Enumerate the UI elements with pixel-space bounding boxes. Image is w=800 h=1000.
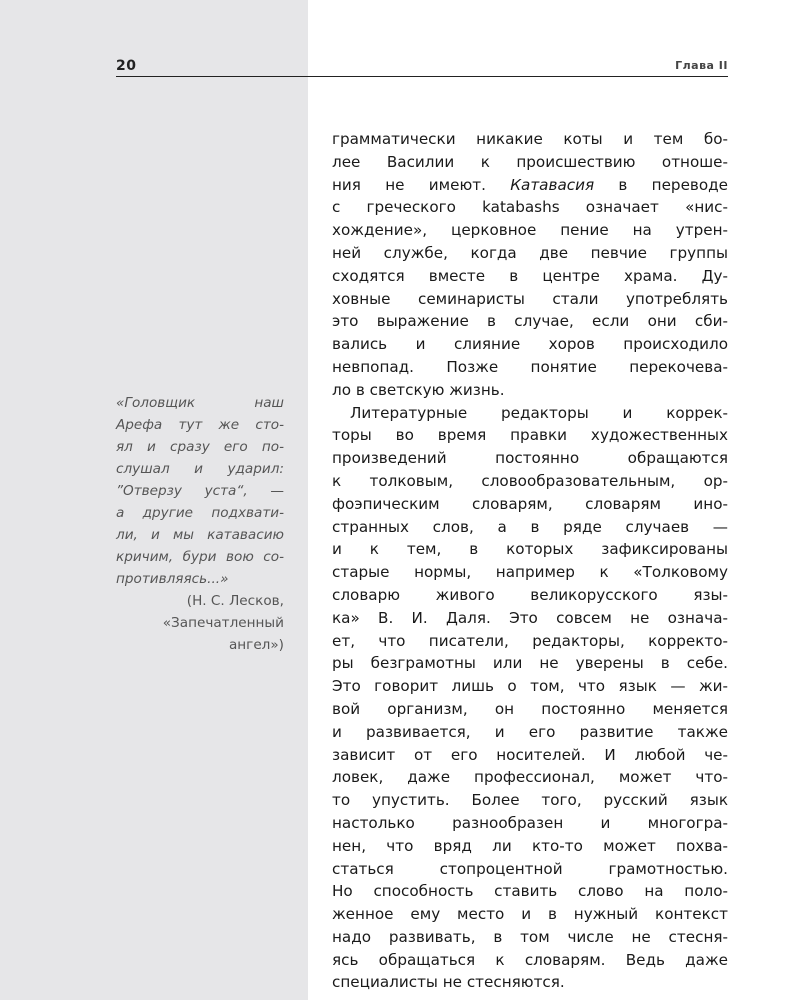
page-number: 20 [116, 58, 137, 74]
text-line: сходятся вместе в центре храма. Ду- [332, 266, 728, 285]
quote-line: а другие подхвати- [116, 505, 284, 521]
text-run: ния не имеют. [332, 175, 511, 194]
quote-line: ли, и мы катавасию [116, 527, 284, 543]
quote-line: «Головщик наш [116, 395, 284, 411]
text-line: старые нормы, например к «Толковому [332, 563, 728, 582]
quote-line: ”Отверзу уста“, — [116, 483, 284, 499]
text-line: фоэпическим словарям, словарям ино- [332, 494, 728, 513]
text-line: вой организм, он постоянно меняется [332, 699, 728, 718]
text-line: словарю живого великорусского язы- [332, 585, 728, 604]
text-line: ховные семинаристы стали употреблять [332, 289, 728, 308]
text-line: невпопад. Позже понятие перекочева- [332, 357, 728, 376]
running-head [116, 58, 728, 77]
text-line: специалисты не стесняются. [332, 973, 565, 992]
text-line: ней службе, когда две певчие группы [332, 243, 728, 262]
quote-source-line: (Н. С. Лесков, [186, 593, 284, 609]
text-line: ловек, даже профессионал, может что- [332, 768, 728, 787]
quote-line: противляясь...» [116, 571, 229, 587]
text-line: произведений постоянно обращаются [332, 449, 728, 468]
paragraph-1 [332, 128, 728, 402]
quote-line: ял и сразу его по- [116, 439, 284, 455]
quote-source-line: ангел») [228, 637, 284, 653]
text-line: надо развивать, в том числе не стесня- [332, 927, 728, 946]
text-line: торы во время правки художественных [332, 426, 728, 445]
text-line: и развивается, и его развитие также [332, 722, 728, 741]
quote-source-line: «Запечатленный [162, 615, 284, 631]
text-line: ло в светскую жизнь. [332, 380, 505, 399]
text-line: ры безграмотны или не уверены в себе. [332, 654, 728, 673]
text-line: ка» В. И. Даля. Это совсем не означа- [332, 608, 728, 627]
term-katavasia: Катавасия [510, 175, 595, 194]
text-line [332, 174, 728, 197]
text-line: странных слов, а в ряде случаев — [332, 517, 728, 536]
text-line: Но способность ставить слово на поло- [332, 882, 728, 901]
text-line: то упустить. Более того, русский язык [332, 791, 728, 810]
text-line: к толковым, словообразовательным, ор- [332, 471, 728, 490]
sidebar-quote [116, 392, 284, 656]
chapter-label: Глава II [675, 59, 728, 72]
text-line: Это говорит лишь о том, что язык — жи- [332, 677, 728, 696]
main-text-column [332, 128, 728, 994]
quote-line: Арефа тут же сто- [116, 417, 284, 433]
text-line: нен, что вряд ли кто-то может похва- [332, 836, 728, 855]
text-line: Литературные редакторы и коррек- [350, 403, 728, 422]
text-line: грамматически никакие коты и тем бо- [332, 130, 728, 148]
text-run: в переводе [594, 175, 729, 194]
paragraph-2 [332, 402, 728, 995]
text-line: ет, что писатели, редакторы, корректо- [332, 631, 728, 650]
quote-line: слушал и ударил: [116, 461, 284, 477]
text-line: настолько разнообразен и многогра- [332, 813, 728, 832]
text-line: зависит от его носителей. И любой че- [332, 745, 728, 764]
text-line: и к тем, в которых зафиксированы [332, 540, 728, 559]
text-line: женное ему место и в нужный контекст [332, 905, 728, 924]
quote-line: кричим, бури вою со- [116, 549, 284, 565]
text-line: с греческого katabashs означает «нис- [332, 198, 728, 217]
text-line: статься стопроцентной грамотностью. [332, 859, 728, 878]
text-line: лее Василии к происшествию отноше- [332, 152, 728, 171]
text-line: хождение», церковное пение на утрен- [332, 221, 728, 240]
text-line: вались и слияние хоров происходило [332, 335, 728, 354]
text-line: ясь обращаться к словарям. Ведь даже [332, 950, 728, 969]
text-line: это выражение в случае, если они сби- [332, 312, 728, 331]
